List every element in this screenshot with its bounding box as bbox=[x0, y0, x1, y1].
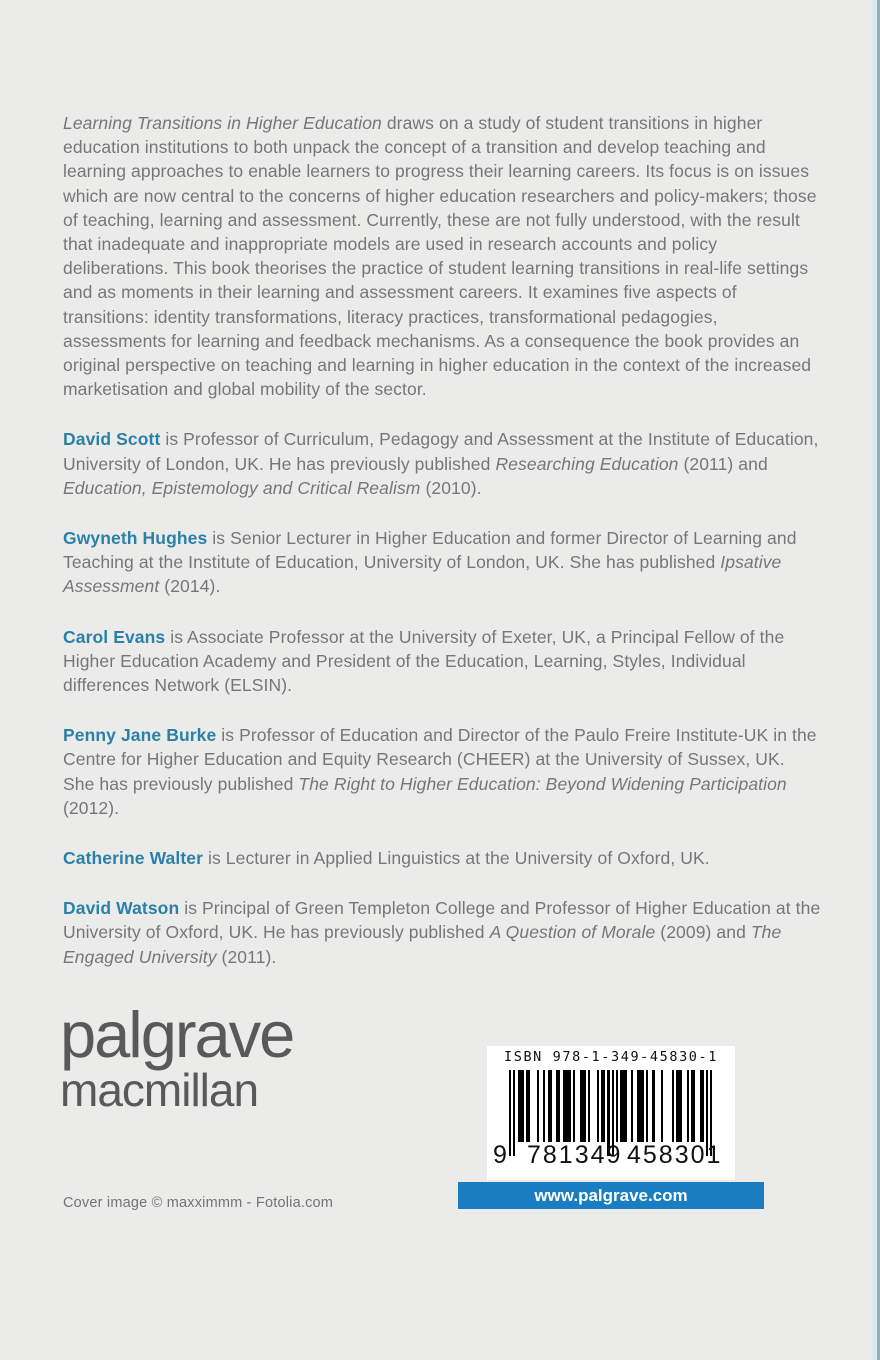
paragraph bbox=[63, 111, 821, 401]
paragraph bbox=[63, 427, 821, 500]
blurb bbox=[63, 111, 821, 995]
paragraph bbox=[63, 526, 821, 599]
paragraph bbox=[63, 723, 821, 820]
author-name: Penny Jane Burke bbox=[63, 725, 217, 746]
text-segment: (2014). bbox=[159, 576, 221, 597]
author-name: Gwyneth Hughes bbox=[63, 528, 208, 549]
barcode-digit-group1: 781349 bbox=[527, 1141, 623, 1169]
text-segment: Ipsative Assessment bbox=[63, 552, 782, 597]
text-segment: Researching Education bbox=[495, 453, 679, 474]
text-segment: (2011). bbox=[216, 946, 277, 967]
text-segment: The Engaged University bbox=[63, 922, 782, 967]
author-name: Carol Evans bbox=[63, 626, 166, 647]
text-segment: A Question of Morale bbox=[489, 922, 656, 943]
text-segment: (2012). bbox=[63, 797, 120, 818]
barcode-digit-group2: 458301 bbox=[627, 1141, 723, 1169]
isbn-label: ISBN 978-1-349-45830-1 bbox=[503, 1049, 718, 1065]
paragraph bbox=[63, 625, 821, 698]
palgrave-macmillan-logo bbox=[60, 1000, 293, 1114]
logo-palgrave: palgrave bbox=[60, 998, 294, 1071]
text-segment: (2010). bbox=[420, 477, 482, 498]
text-segment: Learning Transitions in Higher Education bbox=[63, 113, 382, 133]
text-segment: is Associate Professor at the University of Exeter, UK, a Principal Fellow of the Higher Education Academy and President of the Education, Learning, Styles, Individual differences Network (ELSIN). bbox=[63, 626, 785, 696]
author-name: David Watson bbox=[63, 898, 180, 919]
isbn-barcode-block bbox=[458, 1046, 764, 1209]
logo-macmillan: macmillan bbox=[60, 1064, 259, 1116]
paragraph bbox=[63, 896, 821, 969]
text-segment: draws on a study of student transitions in higher education institutions to both unpack the concept of a transition and develop teaching and learning approaches to enable learners to progress their learning careers. Its focus is on issues which are now central to the concerns of higher education researchers and policy-makers; those of teaching, learning and assessment. Currently, these are not fully understood, with the result that inadequate and inappropriate models are used in research accounts and policy deliberations. This book theorises the practice of student learning transitions in real-life settings and as moments in their learning and assessment careers. It examines five aspects of transitions: identity transformations, literacy practices, transformational pedagogies, assessments for learning and feedback mechanisms. As a consequence the book provides an original perspective on teaching and learning in higher education in the context of the increased marketisation and global mobility of the sector. bbox=[63, 113, 817, 400]
barcode-digit-lead: 9 bbox=[493, 1141, 507, 1169]
author-name: Catherine Walter bbox=[63, 848, 204, 869]
text-segment: is Principal of Green Templeton College and Professor of Higher Education at the University of Oxford, UK. He has previously published bbox=[63, 898, 821, 943]
barcode-box bbox=[487, 1046, 735, 1180]
paragraph bbox=[63, 846, 821, 870]
text-segment: (2009) and bbox=[655, 922, 751, 943]
text-segment: The Right to Higher Education: Beyond Widening Participation bbox=[298, 773, 787, 794]
text-segment: is Professor of Education and Director of the Paulo Freire Institute-UK in the Centre for Higher Education and Equity Research (CHEER) at the University of Sussex, UK. She has previously published bbox=[63, 725, 817, 794]
text-segment: is Senior Lecturer in Higher Education and former Director of Learning and Teaching at the Institute of Education, University of London, UK. She has published bbox=[63, 528, 797, 573]
palgrave-url-bar: www.palgrave.com bbox=[458, 1182, 764, 1209]
barcode-digits bbox=[487, 1138, 735, 1172]
text-segment: (2011) and bbox=[678, 453, 768, 474]
cover-image-credit: Cover image © maxximmm - Fotolia.com bbox=[63, 1195, 334, 1211]
text-segment: is Lecturer in Applied Linguistics at the University of Oxford, UK. bbox=[203, 848, 710, 869]
text-segment: is Professor of Curriculum, Pedagogy and Assessment at the Institute of Education, University of London, UK. He has previously published bbox=[63, 429, 819, 474]
author-name: David Scott bbox=[63, 429, 161, 450]
text-segment: Education, Epistemology and Critical Realism bbox=[63, 477, 421, 498]
